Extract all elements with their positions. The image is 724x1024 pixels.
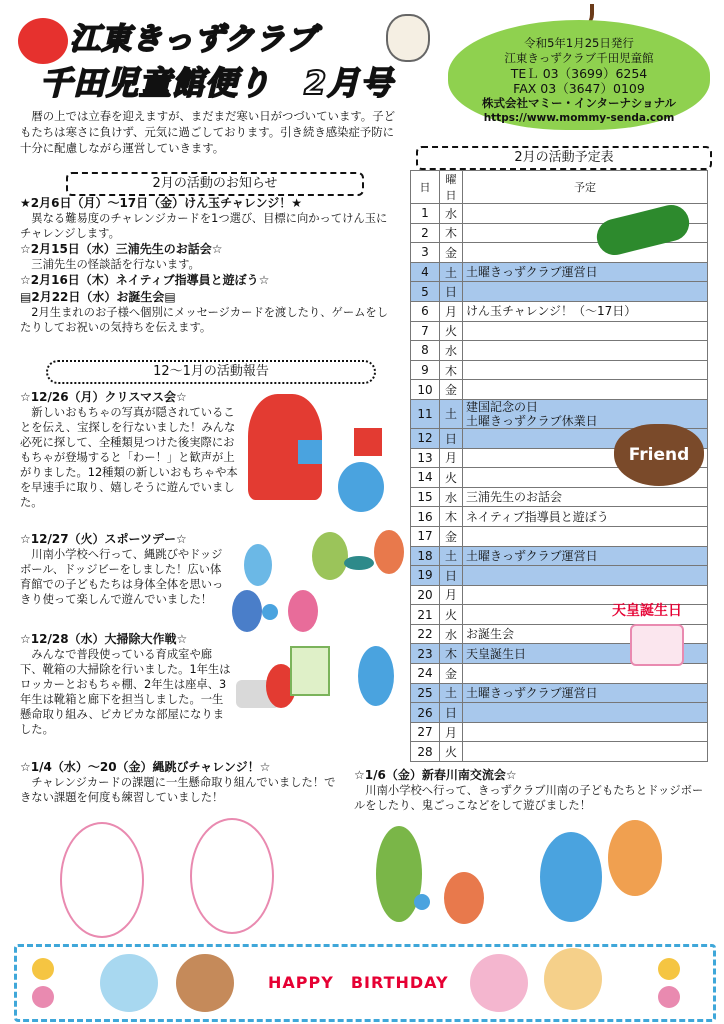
schedule-weekday: 木	[440, 507, 463, 527]
report-text-2: 川南小学校へ行って、縄跳びやドッジボール、ドッジビーをしました！広い体育館での子どもたちは身体全体を思いっきり使って楽しんで遊んでいました！	[20, 548, 224, 606]
bear-mascot-icon	[386, 14, 430, 62]
schedule-weekday: 金	[440, 526, 463, 546]
schedule-weekday: 火	[440, 321, 463, 341]
fax: FAX 03（3647）0109	[513, 81, 645, 96]
schedule-weekday: 月	[440, 301, 463, 321]
schedule-day: 9	[411, 360, 440, 380]
schedule-row	[411, 262, 708, 282]
schedule-event: 土曜きっずクラブ運営日	[463, 683, 708, 703]
schedule-row	[411, 683, 708, 703]
report-text-1: 新しいおもちゃの写真が隠されていることを伝え、宝探しを行ないました！みんな必死に探して、全種類見つけた後実際におもちゃが登場すると「わー！」と歓声が上がりました。12種類の新しいおもちゃや本を早速手に取り、嬉しそうに遊んでいました。	[20, 406, 238, 509]
cupcake-icon	[544, 948, 602, 1010]
schedule-day: 6	[411, 301, 440, 321]
schedule-row	[411, 487, 708, 507]
cake-icon: ▤	[20, 290, 32, 304]
schedule-weekday: 火	[440, 605, 463, 625]
schedule-day: 27	[411, 722, 440, 742]
friend-heart-icon: Friend	[614, 424, 704, 486]
schedule-row	[411, 703, 708, 723]
jump-rope-child-icon	[190, 818, 274, 934]
sweeping-child-icon	[358, 646, 394, 706]
schedule-day: 3	[411, 243, 440, 263]
report-item-cleaning	[20, 632, 232, 737]
schedule-event: 天皇誕生日	[463, 644, 708, 664]
notice-section	[20, 196, 398, 335]
report-item-christmas	[20, 390, 240, 510]
header-weekday: 曜日	[440, 171, 463, 204]
report-heading-5: ☆1/6（金）新春川南交流会☆	[354, 768, 517, 782]
header-day: 日	[411, 171, 440, 204]
report-text-5: 川南小学校へ行って、きっずクラブ川南の子どもたちとドッジボールをしたり、鬼ごっこなどをして遊びました！	[354, 784, 704, 812]
schedule-row	[411, 507, 708, 527]
schedule-day: 7	[411, 321, 440, 341]
schedule-day: 21	[411, 605, 440, 625]
schedule-weekday: 土	[440, 546, 463, 566]
schedule-weekday: 木	[440, 360, 463, 380]
schedule-event	[463, 243, 708, 263]
running-child-icon	[608, 820, 662, 896]
notice-title: 2月の活動のお知らせ	[66, 172, 364, 196]
schedule-day: 18	[411, 546, 440, 566]
notice-heading-2: ☆2月15日（水）三浦先生のお話会☆	[20, 242, 223, 256]
schedule-row	[411, 664, 708, 684]
schedule-day: 15	[411, 487, 440, 507]
schedule-weekday: 月	[440, 448, 463, 468]
gift-icon	[298, 440, 322, 464]
schedule-weekday: 日	[440, 428, 463, 448]
schedule-row	[411, 722, 708, 742]
children-playing-icon	[374, 530, 404, 574]
party-popper-icon	[32, 958, 54, 980]
tel: TEＬ 03（3699）6254	[510, 66, 648, 81]
schedule-day: 17	[411, 526, 440, 546]
schedule-event	[463, 742, 708, 762]
schedule-row	[411, 321, 708, 341]
schedule-event: 建国記念の日 土曜きっずクラブ休業日	[463, 399, 708, 428]
report-item-exchange	[354, 768, 708, 813]
children-playing-icon	[312, 532, 348, 580]
title-line-2: 千田児童館便り 2月号	[40, 64, 394, 102]
running-child-icon	[540, 832, 602, 922]
ball-icon	[262, 604, 278, 620]
schedule-weekday: 日	[440, 566, 463, 586]
report-heading-1: ☆12/26（月）クリスマス会☆	[20, 390, 187, 404]
issue-date: 令和5年1月25日発行	[524, 36, 634, 50]
schedule-event: ネイティブ指導員と遊ぼう	[463, 507, 708, 527]
schedule-weekday: 金	[440, 380, 463, 400]
jump-rope-child-icon	[60, 822, 144, 938]
frisbee-icon	[344, 556, 374, 570]
schedule-weekday: 土	[440, 262, 463, 282]
schedule-event: お誕生会	[463, 624, 708, 644]
schedule-row	[411, 566, 708, 586]
schedule-day: 8	[411, 341, 440, 361]
report-heading-3: ☆12/28（水）大掃除大作戦☆	[20, 632, 188, 646]
company-name: 株式会社マミー・インターナショナル	[481, 96, 676, 110]
gift-icon	[354, 428, 382, 456]
website-url[interactable]: https://www.mommy-senda.com	[483, 112, 675, 124]
schedule-event: 土曜きっずクラブ運営日	[463, 262, 708, 282]
schedule-day: 5	[411, 282, 440, 302]
schedule-title: 2月の活動予定表	[416, 146, 712, 170]
report-heading-2: ☆12/27（火）スポーツデー☆	[20, 532, 187, 546]
children-playing-icon	[244, 544, 272, 586]
schedule-day: 11	[411, 399, 440, 428]
schedule-event: 三浦先生のお話会	[463, 487, 708, 507]
schedule-row	[411, 742, 708, 762]
schedule-row	[411, 380, 708, 400]
facility-name: 江東きっずクラブ千田児童館	[504, 51, 654, 65]
schedule-event	[463, 722, 708, 742]
schedule-event	[463, 321, 708, 341]
schedule-event	[463, 380, 708, 400]
schedule-weekday: 日	[440, 703, 463, 723]
schedule-weekday: 月	[440, 585, 463, 605]
cupcake-icon	[176, 954, 234, 1012]
schedule-day: 24	[411, 664, 440, 684]
schedule-day: 4	[411, 262, 440, 282]
schedule-row	[411, 282, 708, 302]
schedule-row	[411, 341, 708, 361]
report-text-3: みんなで普段使っている育成室や廊下、靴箱の大掃除を行いました。1年生はロッカーとおもちゃ棚、2年生は座卓、3年生は靴箱と廊下を担当しました。一生懸命取り組み、ピカピカな部屋になりました。	[20, 648, 231, 736]
schedule-day: 14	[411, 468, 440, 488]
schedule-event	[463, 664, 708, 684]
cabinet-icon	[290, 646, 330, 696]
report-title: 12～1月の活動報告	[46, 360, 376, 384]
schedule-row	[411, 526, 708, 546]
cupcake-icon	[470, 954, 528, 1012]
schedule-row	[411, 546, 708, 566]
cake-icon	[630, 624, 684, 666]
schedule-event	[463, 360, 708, 380]
schedule-day: 2	[411, 223, 440, 243]
dodgeball-children-icon	[444, 872, 484, 924]
notice-text-4: 2月生まれのお子様へ個別にメッセージカードを渡したり、ゲームをしたりしてお祝いの気持ちを伝えます。	[20, 306, 389, 334]
schedule-day: 16	[411, 507, 440, 527]
schedule-day: 22	[411, 624, 440, 644]
schedule-weekday: 火	[440, 742, 463, 762]
schedule-row	[411, 243, 708, 263]
schedule-weekday: 土	[440, 683, 463, 703]
schedule-weekday: 水	[440, 341, 463, 361]
schedule-weekday: 金	[440, 664, 463, 684]
schedule-weekday: 木	[440, 223, 463, 243]
party-popper-icon	[658, 986, 680, 1008]
title-line-1: 江東きっずクラブ	[70, 22, 318, 57]
schedule-weekday: 土	[440, 399, 463, 428]
schedule-day: 26	[411, 703, 440, 723]
children-playing-icon	[232, 590, 262, 632]
schedule-weekday: 火	[440, 468, 463, 488]
schedule-weekday: 木	[440, 644, 463, 664]
schedule-event	[463, 703, 708, 723]
schedule-header-row	[411, 171, 708, 204]
schedule-row	[411, 360, 708, 380]
schedule-weekday: 金	[440, 243, 463, 263]
schedule-event: けん玉チャレンジ！（～17日）	[463, 301, 708, 321]
schedule-weekday: 月	[440, 722, 463, 742]
dodgeball-children-icon	[376, 826, 422, 922]
schedule-weekday: 水	[440, 624, 463, 644]
schedule-day: 10	[411, 380, 440, 400]
schedule-event	[463, 566, 708, 586]
happy-birthday-text: HAPPY BIRTHDAY	[268, 973, 449, 992]
schedule-day: 28	[411, 742, 440, 762]
schedule-day: 23	[411, 644, 440, 664]
schedule-day: 20	[411, 585, 440, 605]
party-popper-icon	[32, 986, 54, 1008]
notice-text-2: 三浦先生の怪談話を行ないます。	[31, 258, 200, 271]
schedule-day: 12	[411, 428, 440, 448]
notice-heading-3: ☆2月16日（木）ネイティブ指導員と遊ぼう☆	[20, 273, 270, 287]
notice-heading-1: ★2月6日（月）～17日（金）けん玉チャレンジ！★	[20, 196, 302, 210]
notice-text-1: 異なる難易度のチャレンジカードを1つ選び、目標に向かってけん玉にチャレンジします。	[20, 212, 388, 240]
intro-text: 暦の上では立春を迎えますが、まだまだ寒い日がつづいています。子どもたちは寒さに負けず、元気に過ごしております。引き続き感染症予防に十分に配慮しながら運営していきます。	[20, 109, 395, 155]
header-event: 予定	[463, 171, 708, 204]
cupcake-icon	[100, 954, 158, 1012]
schedule-day: 19	[411, 566, 440, 586]
cake-icon: ▤	[164, 290, 176, 304]
schedule-weekday: 水	[440, 487, 463, 507]
report-item-sports	[20, 532, 232, 607]
schedule-day: 13	[411, 448, 440, 468]
schedule-weekday: 日	[440, 282, 463, 302]
notice-heading-4	[20, 290, 398, 305]
schedule-event	[463, 341, 708, 361]
schedule-day: 25	[411, 683, 440, 703]
schedule-event: 土曜きっずクラブ運営日	[463, 546, 708, 566]
schedule-event	[463, 282, 708, 302]
children-playing-icon	[288, 590, 318, 632]
contact-info	[452, 36, 706, 126]
schedule-row	[411, 301, 708, 321]
happy-child-icon	[338, 462, 384, 512]
party-popper-icon	[658, 958, 680, 980]
schedule-event	[463, 526, 708, 546]
schedule-weekday: 水	[440, 204, 463, 224]
report-item-jumprope	[20, 760, 340, 805]
schedule-day: 1	[411, 204, 440, 224]
report-text-4: チャレンジカードの課題に一生懸命取り組んでいました！できない課題を何度も練習していました！	[20, 776, 336, 804]
report-heading-4: ☆1/4（水）～20（金）縄跳びチャレンジ！☆	[20, 760, 271, 774]
emperor-birthday-label: 天皇誕生日	[612, 603, 682, 619]
ball-icon	[414, 894, 430, 910]
notice-heading-4-text: 2月22日（水）お誕生会	[31, 290, 165, 304]
